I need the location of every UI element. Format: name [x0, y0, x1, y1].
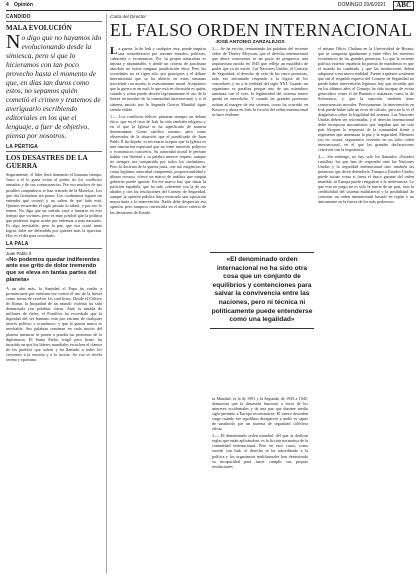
sidebar-lead	[6, 31, 102, 141]
sidebar-heading-1: MALA EVOLUCIÓN	[6, 24, 72, 32]
sidebar-rule	[6, 248, 102, 249]
article-paragraph: 2.— Se ha escrito, remontando las palabras del reciente vídeo de Thierry Meyssan, que el derecho internacional que ahora conocemos es un pacto de posguerra, una arquitectura nacida en 1945 que refleja un equilibrio de poder que ya no existe. Las Naciones Unidas, el Consejo de Seguridad, el derecho de veto de las cinco potencias, todo ese entramado responde a la lógica de los vencedores y no a la realidad del siglo XXI. Cuando un organismo se paraliza porque uno de sus miembros amenaza con el veto, la legitimidad del sistema entero queda en entredicho. Y cuando las grandes potencias actúan al margen de ese sistema, como ha ocurrido en Kosovo y ahora en Irak, la ficción del orden internacional se hace evidente.	[212, 46, 308, 117]
article-paragraph: el mismo Oficio Chalana en la Universidad de Bosnia, que se comporta igualmente y entre ellos los intereses económicos de las grandes potencias. Lo que la reciente política exterior española ha puesto de manifiesto es que el mundo ha cambiado y que las instituciones deben adaptarse a esa nueva realidad. Frente a quienes sostienen que sin el respaldo expreso del Consejo de Seguridad no puede haber intervención legítima, hay que recordar que en los últimos años el Consejo ha sido incapaz de evitar genocidios como el de Ruanda o matanzas como la de Srebrenica, y que la inacción también tiene consecuencias morales. Precisamente, la intervención en Irak puede haber sido un error de cálculo, pero no lo es el diagnóstico sobre la fragilidad del sistema. Las Naciones Unidas deben ser reformadas, y el derecho internacional debe incorporar mecanismos que impidan que un solo país bloquee la respuesta de la comunidad frente a regímenes que amenazan la paz y la seguridad. Mientras eso no ocurra, seguiremos viviendo en un falso orden internacional, en el que las grandes declaraciones conviven con la impotencia.	[318, 46, 414, 152]
column-divider	[106, 14, 107, 574]
sidebar-label-pala: LA PALA	[6, 240, 29, 247]
column-2-bottom	[212, 396, 308, 471]
article-paragraph: 4.— Sin embargo, no hay solo los llamados «Estados canallas» los que han de responder ante las Naciones Unidas y la seguridad internacional sino también las potencias que dicen defenderla. Tampoco Estados Unidos puede actuar como si fuera el único garante del orden mundial, ni Europa puede resignarse a la irrelevancia. Lo que está en juego no es solo la suerte de un país, sino la credibilidad del sistema multilateral y la posibilidad de construir un orden internacional basado en reglas y no únicamente en la fuerza de los más poderosos.	[318, 153, 414, 205]
article-paragraph-text: a guerra, la de Irak y cualquier otra, puede inspirar una consideración por razones morales, políticas, culturales o económicas. Por su propia naturaleza es injusta y abominable, y desde un criterio de pacifismo absoluto no existe ninguna justificación ética. Pero las sociedades no se rigen sólo por principios y el debate internacional que se ha abierto en estas semanas trasciende con mucho lo estrictamente moral. Aceptamos que la guerra es un mal; lo que está en discusión es quién, cuándo y cómo puede decidir legítimamente el uso de la fuerza en nombre de la comunidad internacional, y si el sistema nacido tras la Segunda Guerra Mundial sigue siendo válido.	[110, 46, 206, 112]
top-rule	[6, 10, 414, 11]
article-headline: EL FALSO ORDEN INTERNACIONAL	[110, 20, 413, 40]
sidebar-label-candido: CÁNDIDO	[6, 14, 31, 20]
article-columns	[110, 46, 414, 574]
article-column-3	[318, 46, 414, 574]
section-name: Opinión	[14, 2, 33, 8]
sidebar-body-3: A un año más, la Santidad el Papa ha vuelto a pronunciarse por enésima vez contra el uso de la fuerza como forma de resolver los conflictos. Desde el Coliseo de Roma, la Iniquidad de un mundo violento ha sido denunciada con palabras claras. Ante la mirada de millones de fieles, el Pontífice ha recordado que la dignidad del ser humano está por encima de cualquier interés político o económico, y que la guerra nunca es inevitable. Sus palabras resuenan en cada rincón del planeta mientras se ponen a prueba las promesas de la diplomacia. El Santo Padre, frágil pero firme, ha insistido en que los líderes mundiales escuchen el clamor de los pueblos que sufren y ha llamado a todos los creyentes a la oración y a la acción. Su voz se revela serena y oportuna.	[6, 285, 102, 362]
sidebar-heading-3: «No podemos quedar indiferentes ante ese grito de dolor tremendo que se eleva en tantas partes del planeta»	[6, 256, 100, 283]
page-number: 4	[6, 2, 9, 8]
lead-dropcap: N	[6, 31, 21, 53]
article-paragraph: ra Mundial, es la de 1991 y la Segunda, de 1939 a 1945, demuestra que la disuasión funcionó a favor de los intereses occidentales y de una paz que durante medio siglo permitió a Europa reconstruirse. El nuevo desorden surge cuando ese equilibrio desaparece y nadie es capaz de sustituirlo por un sistema de seguridad colectiva eficaz.	[212, 396, 308, 432]
article-paragraph	[110, 46, 206, 112]
article-byline: JOSÉ ANTONIO ZARZALEJOS	[215, 40, 285, 45]
article-paragraph: 1.— Los conflictos bélicos plantean siempre un debate ético, que en el caso de Irak ha sido también religioso y en el que la Iglesia se ha significado de manera determinante. Como católico romano, pero como observador de la situación que el pontificado de Juan Pablo II ha dejado, es necesario aceptar que la Iglesia es una institución espiritual que no tiene intereses políticos o económicos concretos. Su autoridad moral le permite hablar con libertad y su palabra merece respeto, aunque no siempre sea compartida por todos los ciudadanos. Pero la doctrina de la guerra justa, con sus exigencias de causa legítima, autoridad competente, proporcionalidad y último recurso, ofrece un marco de análisis que ningún gobierno puede ignorar. En ese marco hay que situar la posición española, que ha sido coherente con la de sus aliados y con las resoluciones del Consejo de Seguridad, aunque la opinión pública haya mostrado una oposición mayoritaria a la intervención. Nadie debe despreciar esa opinión, pero tampoco convertirla en el único criterio de las decisiones de Estado.	[110, 113, 206, 215]
sidebar-rule	[6, 151, 102, 152]
editorial-article	[110, 14, 414, 574]
sidebar-body-2: Seguramente, el líder fiera domando el humano tiempo. Justo a él le gusta evitar el poder, de los conflictos armados y de sus consecuencias. Por eso muchos de sus posibles compañeros se han retirado de la Moncloa. Los que dio Grabalsen sin poner. Los ciudadanos siguen sin entender qué ocurrió y no saben de qué lado está. Quienes recuerdan el siglo pasado lo saben, y por eso lo temen. No digo que un sufrido vaya a lanzarse en este tiempo que vivimos, pero es muy posible que la política que podemos lograr acabe por enfrentar a más naciones. Es algo inevitable, pero la paz, que nos costó tanto lograr, debe ser defendida por quienes más la aprecian. Hoy es el día para recordarlo.	[6, 172, 102, 239]
sidebar-heading-2: LOS DESASTRES DE LA GUERRA	[6, 153, 88, 171]
masthead-bar	[0, 0, 420, 10]
opinion-sidebar	[6, 14, 102, 574]
issue-date: DOMINGO 20/6/2021	[337, 2, 386, 8]
sidebar-label-pertiga: LA PÉRTIGA	[6, 143, 39, 150]
article-column-1	[110, 46, 206, 574]
article-kicker: Carta del Director	[110, 14, 146, 19]
sidebar-author: Juan Pablo II	[6, 250, 32, 256]
newspaper-logo: ABC	[393, 1, 414, 10]
article-paragraph: 3.— El denominado orden mundial, del que se dedican reglas que están aplicándose, es la ficción normativa de la comunidad internacional. Pero en esos casos, como sucede con Irak, el derecho se ha subordinado a la política y los organismos multilaterales han demostrado su incapacidad para hacer cumplir sus propias resoluciones.	[212, 433, 308, 469]
lead-text: o digo que no hayamos ido evolucionando desde la simiesca, pero sí que lo hicieramos con tan poco provecho hasta el momento de que, en días tan duros como estos, no sepamos quién cometió el crimen y tratemos de averiguarlo escribiendo editoriales en los que el lenguaje, a fuer de objetivo, piensa por nosotros.	[6, 33, 102, 140]
article-dropcap: L	[110, 46, 118, 57]
pull-quote: «El denominado orden internacional no ha sido otra cosa que un conjunto de equilibrios y contenciones para salvar la convivencia entre las naciones, pero ni técnica ni políticamente puede entenderse como una legalidad»	[210, 252, 314, 329]
column-2-top	[212, 46, 308, 266]
sidebar-rule	[6, 21, 102, 22]
